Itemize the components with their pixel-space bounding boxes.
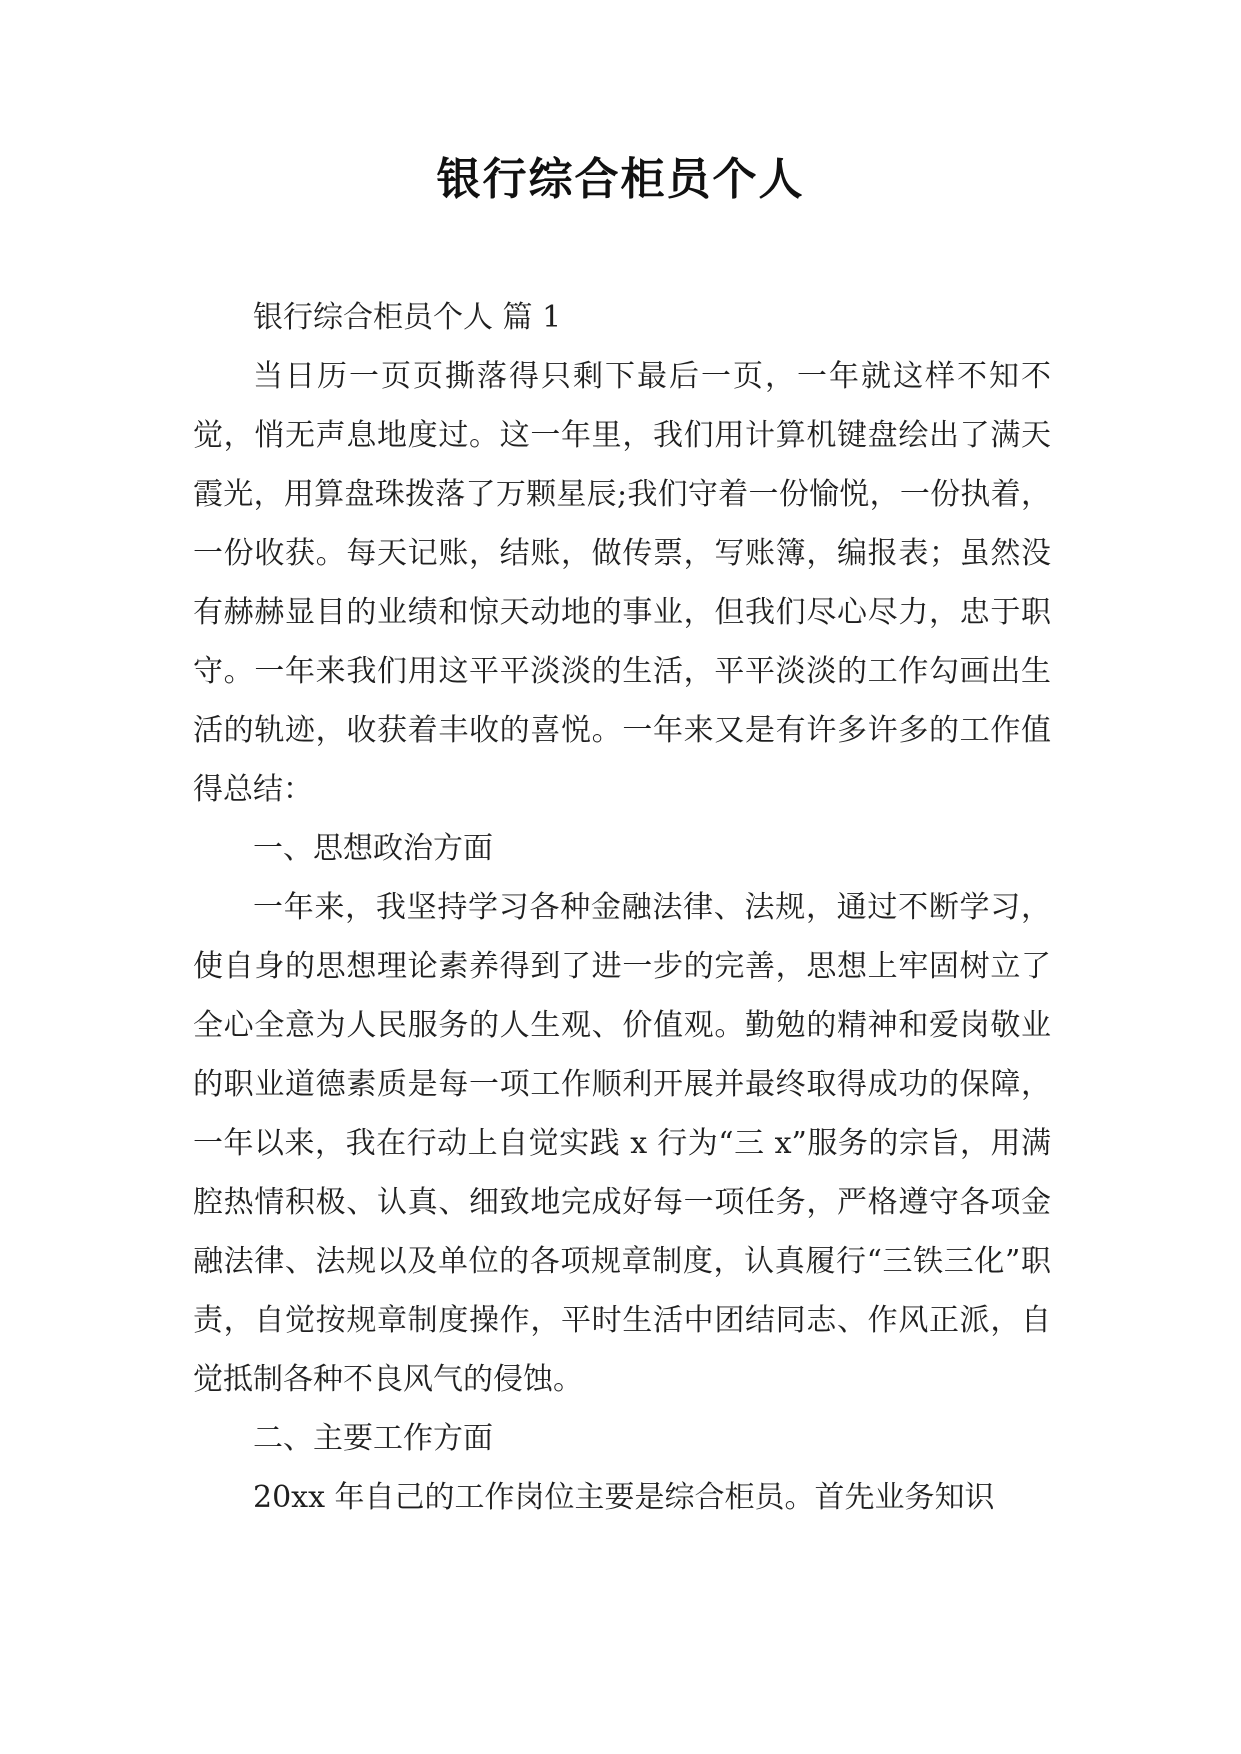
paragraph-intro: 当日历一页页撕落得只剩下最后一页，一年就这样不知不觉，悄无声息地度过。这一年里，我们用计算机键盘绘出了满天霞光，用算盘珠拨落了万颗星辰;我们守着一份愉悦，一份执着，一份收获。每天记账，结账，做传票，写账簿，编报表；虽然没有赫赫显目的业绩和惊天动地的事业，但我们尽心尽力，忠于职守。一年来我们用这平平淡淡的生活，平平淡淡的工作勾画出生活的轨迹，收获着丰收的喜悦。一年来又是有许多许多的工作值得总结： — [193, 359, 1051, 807]
section-heading-part-1: 银行综合柜员个人 篇 1 — [253, 300, 562, 335]
document-title: 银行综合柜员个人 — [436, 154, 805, 205]
section-heading-main-work: 二、主要工作方面 — [253, 1421, 493, 1456]
paragraph-main-work: 20xx 年自己的工作岗位主要是综合柜员。首先业务知识 — [253, 1480, 995, 1515]
document-body — [193, 288, 1051, 1527]
section-heading-ideology: 一、思想政治方面 — [253, 831, 493, 866]
paragraph-ideology: 一年来，我坚持学习各种金融法律、法规，通过不断学习，使自身的思想理论素养得到了进一步的完善，思想上牢固树立了全心全意为人民服务的人生观、价值观。勤勉的精神和爱岗敬业的职业道德素质是每一项工作顺利开展并最终取得成功的保障，一年以来，我在行动上自觉实践 x 行为“三 x”服务的宗旨，用满腔热情积极、认真、细致地完成好每一项任务，严格遵守各项金融法律、法规以及单位的各项规章制度，认真履行“三铁三化”职责，自觉按规章制度操作，平时生活中团结同志、作风正派，自觉抵制各种不良风气的侵蚀。 — [193, 890, 1051, 1397]
